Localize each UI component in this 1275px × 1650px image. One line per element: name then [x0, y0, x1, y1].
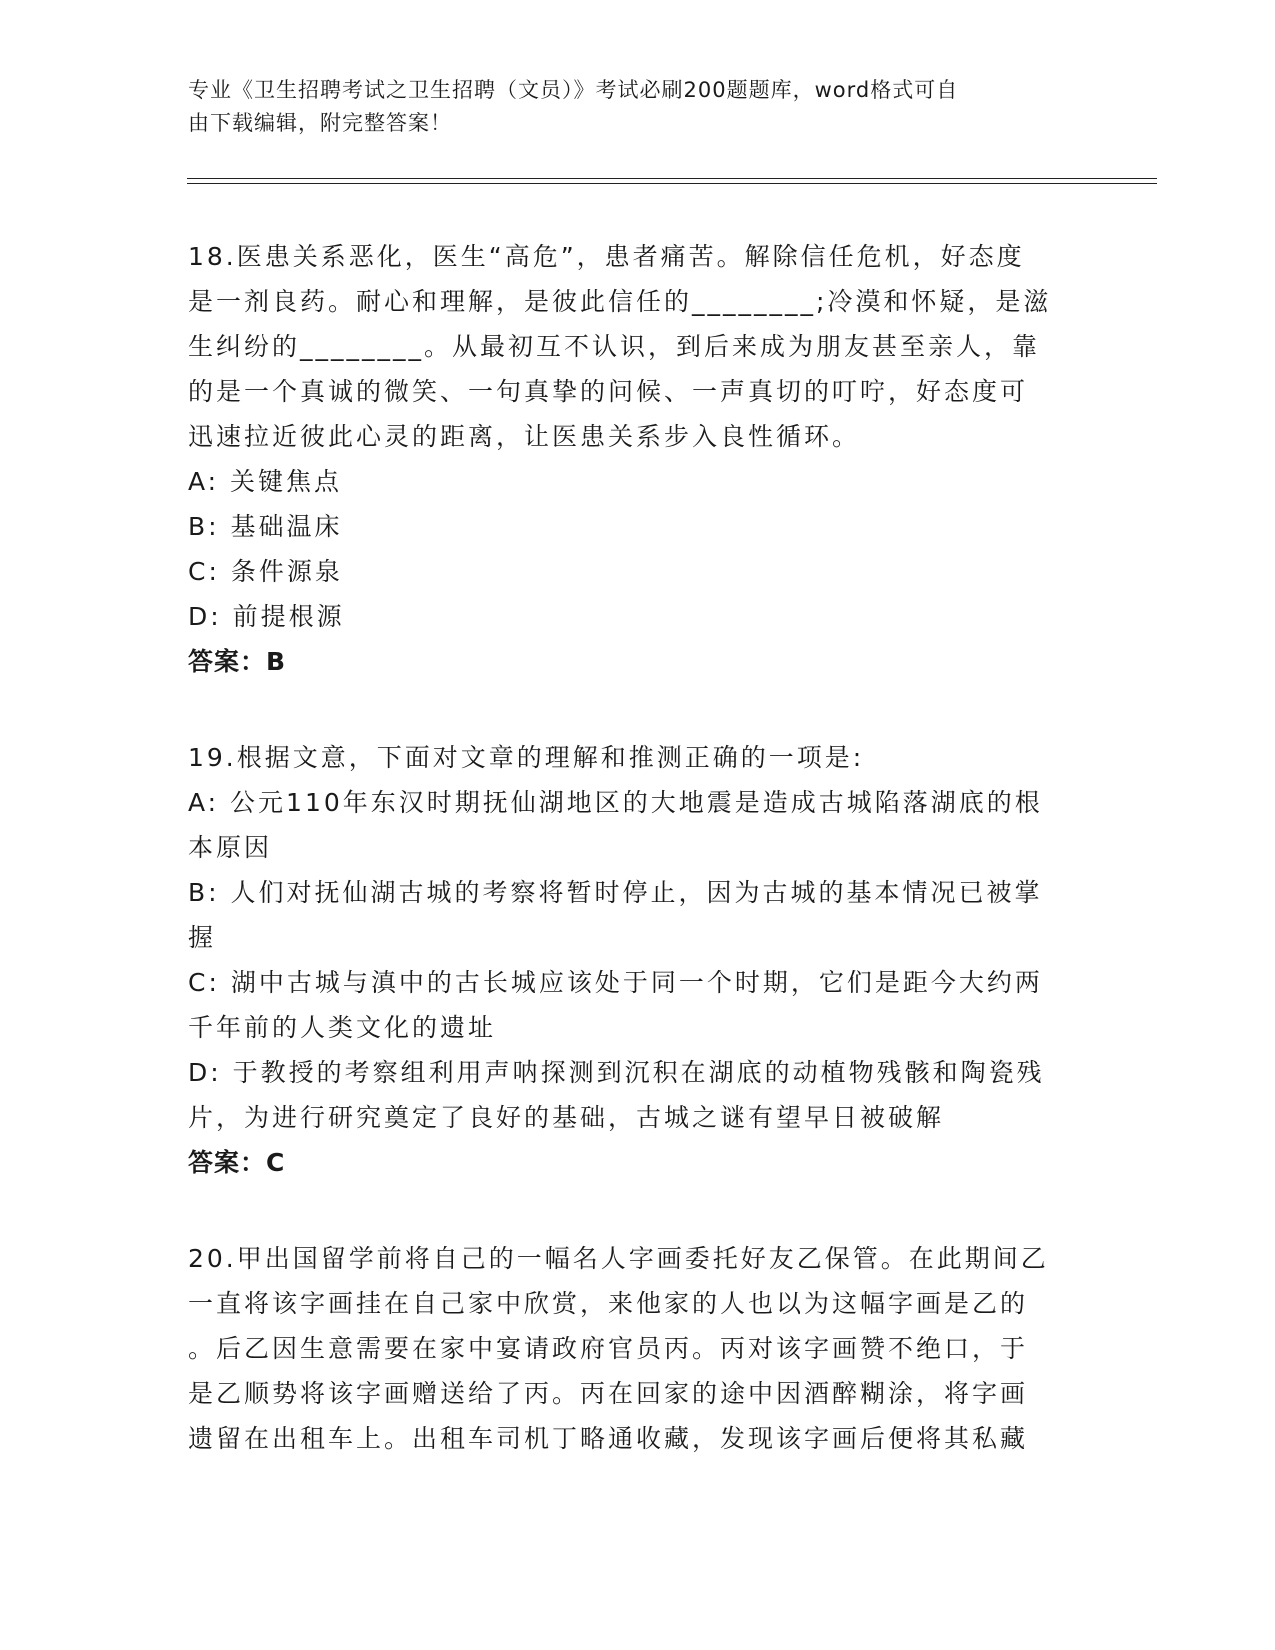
question-text-line: 的是一个真诚的微笑、一句真挚的问候、一声真切的叮咛，好态度可	[188, 377, 1029, 406]
document-header	[188, 74, 1068, 140]
question-text-line: 20.甲出国留学前将自己的一幅名人字画委托好友乙保管。在此期间乙	[188, 1244, 1049, 1273]
question-18	[188, 234, 1078, 684]
question-text-line: 遗留在出租车上。出租车司机丁略通收藏，发现该字画后便将其私藏	[188, 1424, 1029, 1453]
option-a: A: 公元110年东汉时期抚仙湖地区的大地震是造成古城陷落湖底的根	[188, 788, 1043, 817]
question-text-line: 迅速拉近彼此心灵的距离，让医患关系步入良性循环。	[188, 422, 861, 451]
question-19	[188, 735, 1078, 1185]
option-d: D: 前提根源	[188, 602, 345, 631]
option-c: C: 条件源泉	[188, 557, 343, 586]
header-title-line-1: 专业《卫生招聘考试之卫生招聘（文员）》考试必刷200题题库，word格式可自	[188, 78, 959, 102]
header-title-line-2: 由下载编辑，附完整答案！	[188, 111, 452, 135]
option-d-continued: 片，为进行研究奠定了良好的基础，古城之谜有望早日被破解	[188, 1103, 945, 1132]
answer-label: 答案：C	[188, 1148, 286, 1177]
header-divider-bottom	[187, 183, 1157, 184]
option-d: D: 于教授的考察组利用声呐探测到沉积在湖底的动植物残骸和陶瓷残	[188, 1058, 1045, 1087]
question-20	[188, 1236, 1078, 1461]
question-text-line: 19.根据文意，下面对文章的理解和推测正确的一项是:	[188, 743, 865, 772]
option-b-continued: 握	[188, 923, 217, 952]
option-a: A: 关键焦点	[188, 467, 343, 496]
option-a-continued: 本原因	[188, 833, 273, 862]
question-text-line: 。后乙因生意需要在家中宴请政府官员丙。丙对该字画赞不绝口，于	[188, 1334, 1029, 1363]
header-divider-top	[187, 178, 1157, 179]
question-text-line: 生纠纷的________。从最初互不认识，到后来成为朋友甚至亲人，靠	[188, 332, 1041, 361]
answer-label: 答案：B	[188, 647, 287, 676]
question-text-line: 18.医患关系恶化，医生“高危”，患者痛苦。解除信任危机，好态度	[188, 242, 1025, 271]
question-text-line: 是乙顺势将该字画赠送给了丙。丙在回家的途中因酒醉糊涂，将字画	[188, 1379, 1029, 1408]
option-b: B: 人们对抚仙湖古城的考察将暂时停止，因为古城的基本情况已被掌	[188, 878, 1043, 907]
question-text-line: 一直将该字画挂在自己家中欣赏，来他家的人也以为这幅字画是乙的	[188, 1289, 1029, 1318]
option-c-continued: 千年前的人类文化的遗址	[188, 1013, 497, 1042]
question-text-line: 是一剂良药。耐心和理解，是彼此信任的________;冷漠和怀疑，是滋	[188, 287, 1052, 316]
option-c: C: 湖中古城与滇中的古长城应该处于同一个时期，它们是距今大约两	[188, 968, 1043, 997]
option-b: B: 基础温床	[188, 512, 343, 541]
